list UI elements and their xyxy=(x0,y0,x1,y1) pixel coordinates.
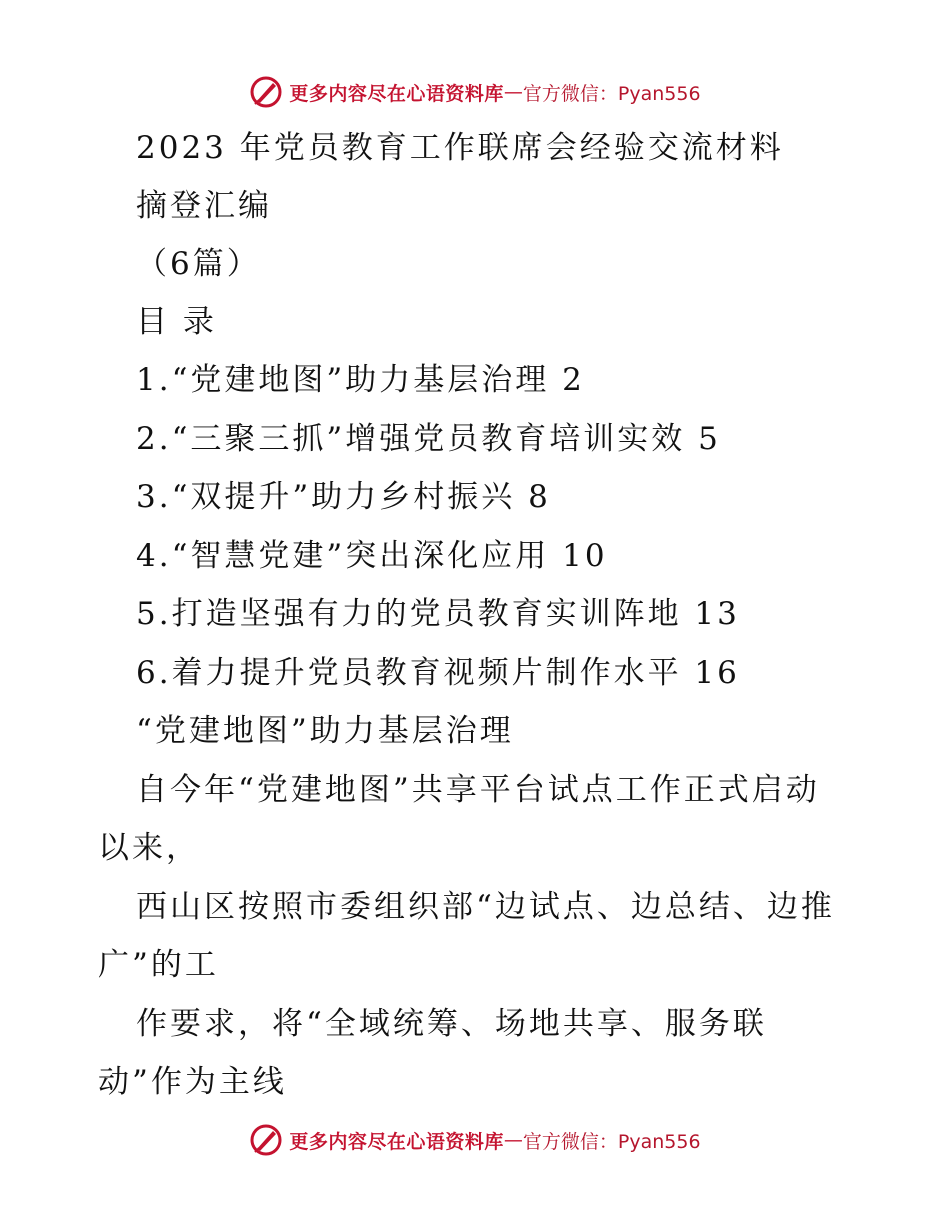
toc-item: 2.“三聚三抓”增强党员教育培训实效 5 xyxy=(136,421,721,457)
body-line: 动”作为主线 xyxy=(98,1064,287,1100)
document-title-line1: 2023 年党员教育工作联席会经验交流材料 xyxy=(136,130,784,166)
watermark-separator: — xyxy=(503,81,523,103)
body-line: 西山区按照市委组织部“边试点、边总结、边推 xyxy=(136,889,835,925)
toc-item: 6.着力提升党员教育视频片制作水平 16 xyxy=(136,655,740,691)
quill-logo-icon xyxy=(249,1123,283,1157)
toc-item: 5.打造坚强有力的党员教育实训阵地 13 xyxy=(136,596,740,632)
watermark-separator: — xyxy=(503,1129,523,1151)
body-line: 广”的工 xyxy=(98,947,219,983)
document-title-line2: 摘登汇编 xyxy=(136,188,272,224)
toc-item: 4.“智慧党建”突出深化应用 10 xyxy=(136,538,608,574)
watermark-text: 更多内容尽在心语资料库 xyxy=(289,82,504,105)
section-title: “党建地图”助力基层治理 xyxy=(136,713,514,749)
watermark-contact: 官方微信：Pyan556 xyxy=(522,82,701,105)
watermark-banner-top xyxy=(0,70,950,114)
watermark-text: 更多内容尽在心语资料库 xyxy=(289,1130,504,1153)
toc-item: 1.“党建地图”助力基层治理 2 xyxy=(136,362,585,398)
toc-heading: 目 录 xyxy=(136,304,217,340)
body-line: 自今年“党建地图”共享平台试点工作正式启动 xyxy=(136,772,820,808)
watermark-banner-bottom xyxy=(0,1118,950,1162)
body-line: 作要求，将“全域统筹、场地共享、服务联 xyxy=(136,1006,767,1042)
quill-logo-icon xyxy=(249,75,283,109)
document-count: （6篇） xyxy=(136,246,261,282)
watermark-contact: 官方微信：Pyan556 xyxy=(522,1130,701,1153)
body-line: 以来， xyxy=(98,830,200,866)
toc-item: 3.“双提升”助力乡村振兴 8 xyxy=(136,479,551,515)
